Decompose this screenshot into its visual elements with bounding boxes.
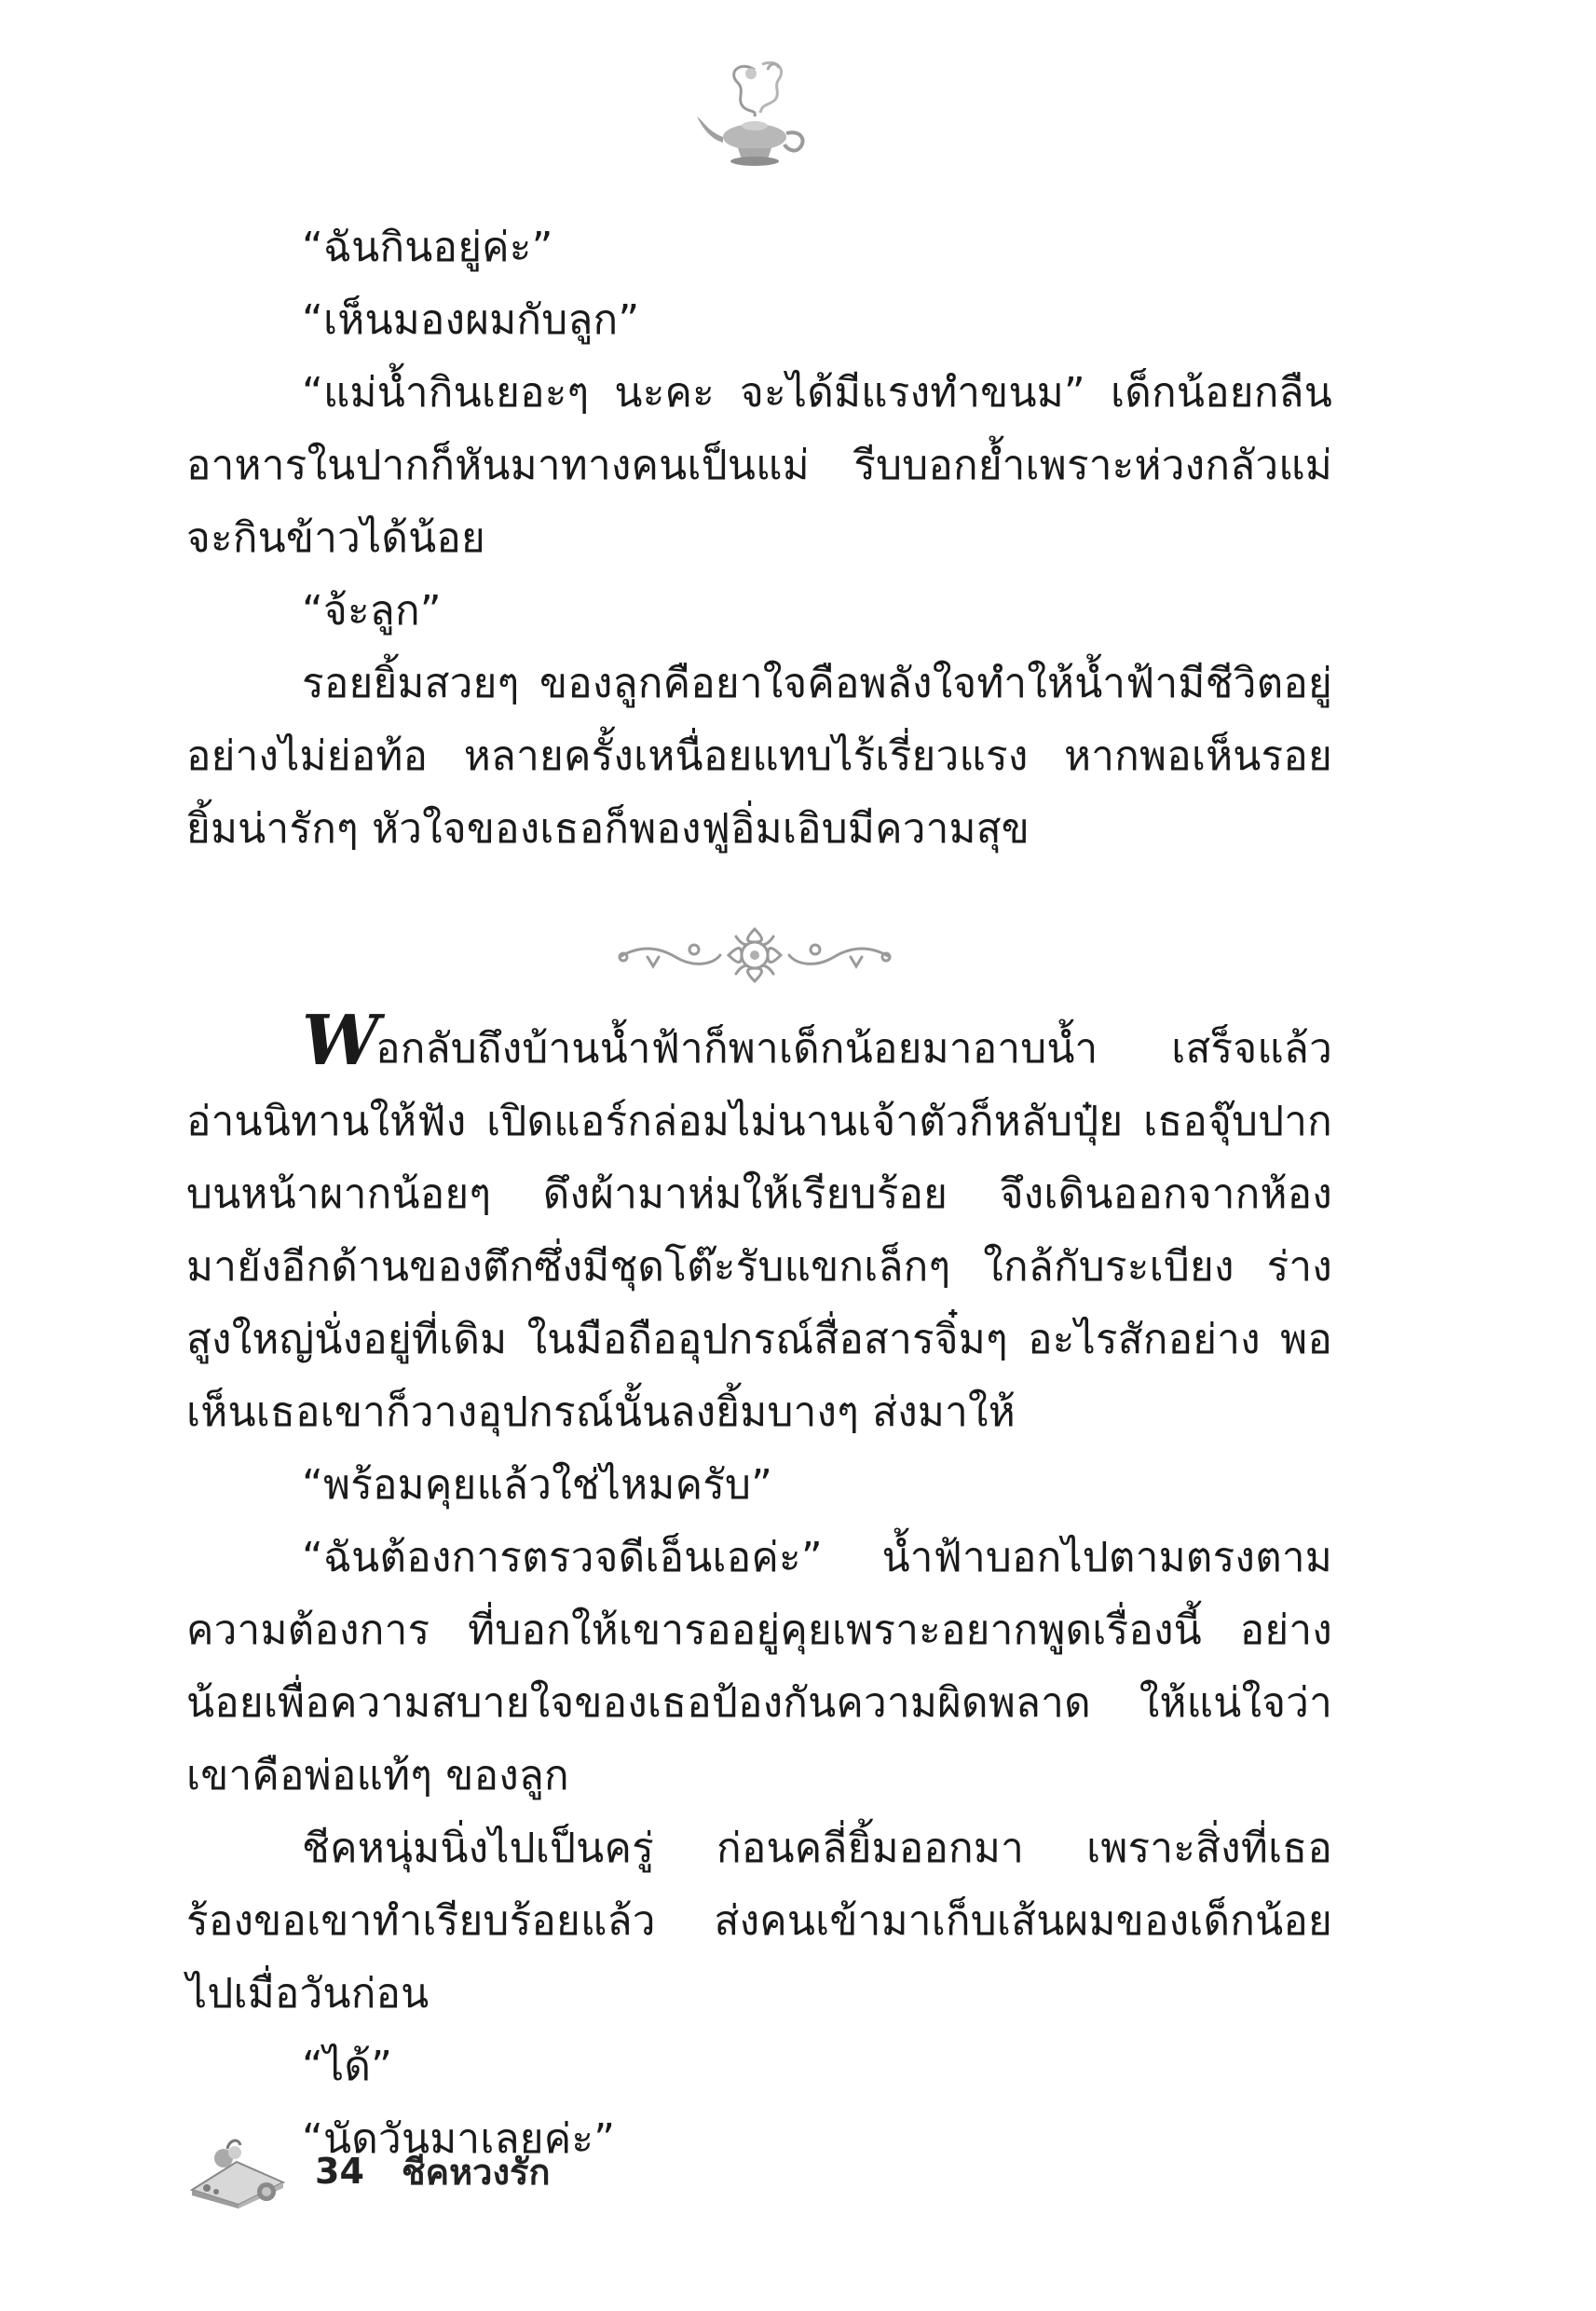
dropcap-paragraph [186, 1001, 1332, 1449]
paragraph: “จ้ะลูก” [302, 587, 442, 635]
paragraph: รอยยิ้มสวยๆ ของลูกคือยาใจคือพลังใจทำให้น้ำฟ้ามีชีวิตอยู่อย่างไม่ย่อท้อ หลายครั้งเหนื่อยแทบไร้เรี่ยวแรง หากพอเห็นรอยยิ้มน่ารักๆ หัวใจของเธอก็พองฟูอิ่มเอิบมีความสุข [186, 660, 1332, 853]
dropcap-letter: W [302, 1001, 376, 1081]
genie-lamp-icon [689, 51, 820, 182]
page-footer [186, 2134, 550, 2208]
book-title: ชีคหวงรัก [401, 2151, 551, 2193]
text-section-1 [186, 212, 1332, 866]
section-divider-ornament-icon [610, 918, 899, 992]
cake-icon [186, 2134, 298, 2208]
page-number: 34 [315, 2151, 364, 2192]
paragraph: “พร้อมคุยแล้วใช่ไหมครับ” [302, 1461, 773, 1509]
paragraph: “ฉันต้องการตรวจดีเอ็นเอค่ะ” น้ำฟ้าบอกไปตามตรงตามความต้องการ ที่บอกให้เขารออยู่คุยเพราะอยากพูดเรื่องนี้ อย่างน้อยเพื่อความสบายใจของเธอป้องกันความผิดพลาด ให้แน่ใจว่าเขาคือพ่อแท้ๆ ของลูก [186, 1534, 1332, 1799]
paragraph: “นัดวันมาเลยค่ะ” [302, 2115, 616, 2163]
paragraph: ชีคหนุ่มนิ่งไปเป็นครู่ ก่อนคลี่ยิ้มออกมา เพราะสิ่งที่เธอร้องขอเขาทำเรียบร้อยแล้ว ส่งคนเข้ามาเก็บเส้นผมของเด็กน้อยไปเมื่อวันก่อน [186, 1825, 1332, 2017]
paragraph: “เห็นมองผมกับลูก” [302, 296, 640, 344]
paragraph: “ได้” [302, 2043, 393, 2090]
text-section-2 [186, 1001, 1332, 2176]
paragraph: “ฉันกินอยู่ค่ะ” [302, 224, 553, 271]
dropcap-paragraph-text: อกลับถึงบ้านน้ำฟ้าก็พาเด็กน้อยมาอาบน้ำ เสร็จแล้วอ่านนิทานให้ฟัง เปิดแอร์กล่อมไม่นานเจ้าตัวก็หลับปุ๋ย เธอจุ๊บปากบนหน้าผากน้อยๆ ดึงผ้ามาห่มให้เรียบร้อย จึงเดินออกจากห้องมายังอีกด้านของตึกซึ่งมีชุดโต๊ะรับแขกเล็กๆ ใกล้กับระเบียง ร่างสูงใหญ่นั่งอยู่ที่เดิม ในมือถืออุปกรณ์สื่อสารจิ๋มๆ อะไรสักอย่าง พอเห็นเธอเขาก็วางอุปกรณ์นั้นลงยิ้มบางๆ ส่งมาให้ [186, 1025, 1332, 1436]
paragraph: “แม่น้ำกินเยอะๆ นะคะ จะได้มีแรงทำขนม” เด็กน้อยกลืนอาหารในปากก็หันมาทางคนเป็นแม่ รีบบอกย้ำเพราะห่วงกลัวแม่จะกินข้าวได้น้อย [186, 369, 1332, 562]
